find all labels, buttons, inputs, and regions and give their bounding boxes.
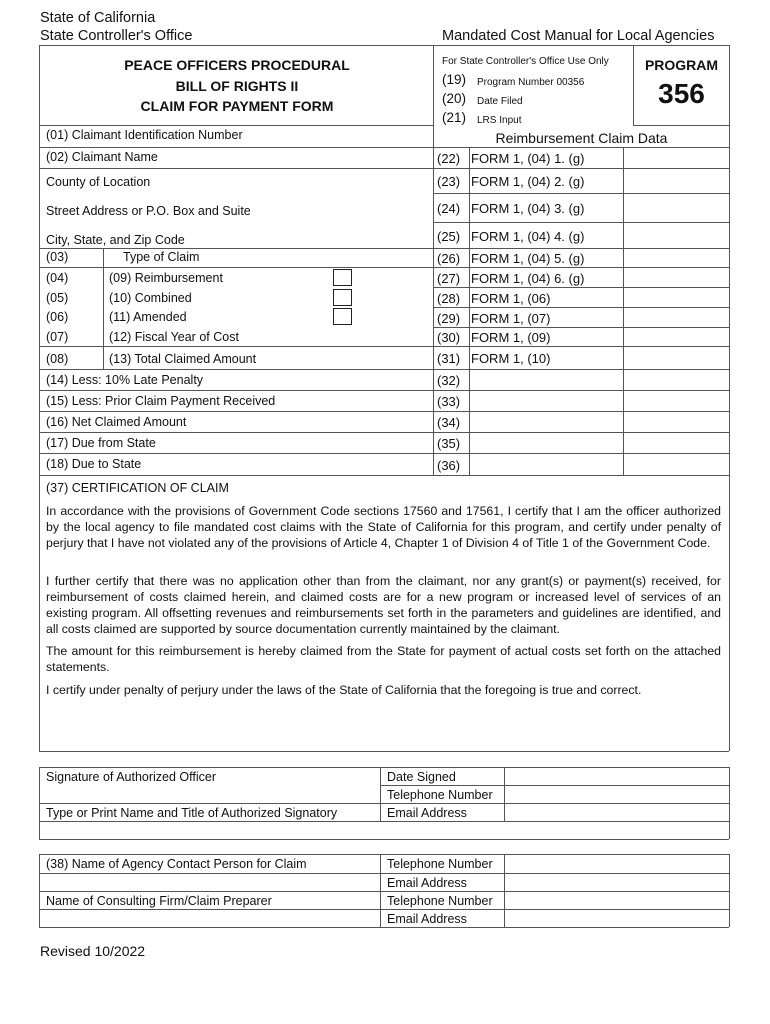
state-name: State of California: [40, 10, 156, 26]
manual-title: Mandated Cost Manual for Local Agencies: [442, 28, 715, 44]
claim-data-label: FORM 1, (09): [471, 330, 551, 345]
field-19-number: (19): [442, 72, 467, 87]
prior-payment-label: (15) Less: Prior Claim Payment Received: [46, 394, 276, 408]
claim-data-amount-field[interactable]: [624, 433, 728, 453]
claim-data-number: (36): [437, 458, 461, 473]
certification-paragraph-3: The amount for this reimbursement is hereby claimed from the State for payment of actual costs set forth on the attached statements.: [46, 644, 721, 674]
claim-data-amount-field[interactable]: [624, 328, 728, 346]
claim-data-amount-field[interactable]: [624, 268, 728, 287]
claim-data-number: (32): [437, 373, 461, 388]
fiscal-year-label: (12) Fiscal Year of Cost: [109, 330, 239, 344]
sco-use-title: For State Controller's Office Use Only: [442, 56, 609, 67]
field-06-number: (06): [46, 310, 69, 324]
claim-data-number: (34): [437, 415, 461, 430]
revised-date: Revised 10/2022: [40, 943, 146, 959]
firm-email-label: Email Address: [387, 912, 467, 926]
certification-title: (37) CERTIFICATION OF CLAIM: [46, 481, 229, 495]
claim-data-amount-field[interactable]: [624, 148, 728, 168]
form-title-line3: CLAIM FOR PAYMENT FORM: [140, 98, 334, 114]
combined-checkbox[interactable]: [333, 289, 352, 306]
late-penalty-label: (14) Less: 10% Late Penalty: [46, 373, 204, 387]
claim-data-label: FORM 1, (04) 4. (g): [471, 229, 585, 244]
claim-data-amount-field[interactable]: [624, 249, 728, 267]
claim-data-amount-field[interactable]: [624, 391, 728, 411]
claimant-id-label: (01) Claimant Identification Number: [46, 128, 243, 142]
claim-data-label: FORM 1, (04) 1. (g): [471, 151, 585, 166]
program-number: 356: [658, 78, 705, 109]
claim-data-amount-field[interactable]: [624, 223, 728, 248]
reimbursement-claim-data-title: Reimbursement Claim Data: [495, 130, 668, 146]
claim-data-number: (29): [437, 311, 461, 326]
reimbursement-label: (09) Reimbursement: [109, 271, 223, 285]
claim-data-label: FORM 1, (04) 2. (g): [471, 174, 585, 189]
claim-data-amount-field[interactable]: [624, 347, 728, 369]
telephone-label: Telephone Number: [387, 788, 493, 802]
field-07-number: (07): [46, 330, 69, 344]
reimbursement-checkbox[interactable]: [333, 269, 352, 286]
city-state-zip-label: City, State, and Zip Code: [46, 233, 185, 247]
certification-paragraph-4: I certify under penalty of perjury under the laws of the State of California that the foregoing is true and correct.: [46, 683, 642, 697]
claim-data-amount-field[interactable]: [624, 454, 728, 475]
field-20-number: (20): [442, 91, 467, 106]
claim-data-number: (24): [437, 201, 461, 216]
county-label: County of Location: [46, 175, 151, 189]
claim-data-amount-field[interactable]: [624, 288, 728, 307]
contact-telephone-label: Telephone Number: [387, 857, 493, 871]
amended-label: (11) Amended: [109, 310, 187, 324]
claim-data-number: (30): [437, 330, 461, 345]
field-21-label: LRS Input: [477, 115, 522, 126]
amended-checkbox[interactable]: [333, 308, 352, 325]
claim-data-number: (22): [437, 151, 461, 166]
field-20-label: Date Filed: [477, 96, 523, 107]
program-label: PROGRAM: [644, 57, 719, 73]
form-title-line1: PEACE OFFICERS PROCEDURAL: [124, 57, 350, 73]
claimant-name-label: (02) Claimant Name: [46, 150, 158, 164]
office-name: State Controller's Office: [40, 28, 193, 44]
street-address-label: Street Address or P.O. Box and Suite: [46, 204, 251, 218]
claim-data-label: FORM 1, (04) 5. (g): [471, 251, 585, 266]
claim-data-number: (25): [437, 229, 461, 244]
claim-data-label: FORM 1, (04) 3. (g): [471, 201, 585, 216]
claim-data-amount-field[interactable]: [624, 370, 728, 390]
claim-data-number: (31): [437, 351, 461, 366]
claim-data-amount-field[interactable]: [624, 194, 728, 222]
claim-data-number: (23): [437, 174, 461, 189]
field-03-number: (03): [46, 250, 69, 264]
consulting-firm-label: Name of Consulting Firm/Claim Preparer: [46, 894, 272, 908]
due-to-state-label: (18) Due to State: [46, 457, 142, 471]
claim-data-number: (35): [437, 436, 461, 451]
claim-data-amount-field[interactable]: [624, 308, 728, 327]
field-05-number: (05): [46, 291, 69, 305]
claim-data-number: (33): [437, 394, 461, 409]
claim-data-amount-field[interactable]: [624, 169, 728, 193]
email-label: Email Address: [387, 806, 467, 820]
contact-email-label: Email Address: [387, 876, 467, 890]
certification-paragraph-2: I further certify that there was no application other than from the claimant, nor any grant(s) or payment(s) received, for reimbursement of costs claimed herein, and claimed costs are for a new program or increased level of services of an existing program. All offsetting revenues and reimbursements set forth in the parameters and guidelines are identified, and all costs claimed are supported by source documentation currently maintained by the claimant.: [46, 574, 721, 636]
field-04-number: (04): [46, 271, 69, 285]
certification-paragraph-1: In accordance with the provisions of Government Code sections 17560 and 17561, I certify that I am the officer authorized by the local agency to file mandated cost claims with the State of California for this program, and certify under penalty of perjury that I have not violated any of the provisions of Article 4, Chapter 1 of Division 4 of Title 1 of the Government Code.: [46, 504, 721, 550]
field-19-label: Program Number 00356: [477, 77, 585, 88]
date-signed-label: Date Signed: [387, 770, 456, 784]
signatory-name-label: Type or Print Name and Title of Authorized Signatory: [46, 806, 338, 820]
net-claimed-label: (16) Net Claimed Amount: [46, 415, 187, 429]
claim-data-amount-field[interactable]: [624, 412, 728, 432]
combined-label: (10) Combined: [109, 291, 192, 305]
claim-data-number: (27): [437, 271, 461, 286]
field-08-number: (08): [46, 352, 69, 366]
total-claimed-label: (13) Total Claimed Amount: [109, 352, 257, 366]
agency-contact-label: (38) Name of Agency Contact Person for Claim: [46, 857, 307, 871]
form-title-line2: BILL OF RIGHTS II: [175, 78, 299, 94]
field-21-number: (21): [442, 110, 467, 125]
signature-label: Signature of Authorized Officer: [46, 770, 217, 784]
claim-data-label: FORM 1, (04) 6. (g): [471, 271, 585, 286]
claim-data-number: (26): [437, 251, 461, 266]
claim-data-label: FORM 1, (06): [471, 291, 551, 306]
firm-telephone-label: Telephone Number: [387, 894, 493, 908]
claim-data-label: FORM 1, (07): [471, 311, 551, 326]
due-from-state-label: (17) Due from State: [46, 436, 156, 450]
claim-data-number: (28): [437, 291, 461, 306]
type-of-claim-label: Type of Claim: [123, 250, 200, 264]
claim-data-label: FORM 1, (10): [471, 351, 551, 366]
